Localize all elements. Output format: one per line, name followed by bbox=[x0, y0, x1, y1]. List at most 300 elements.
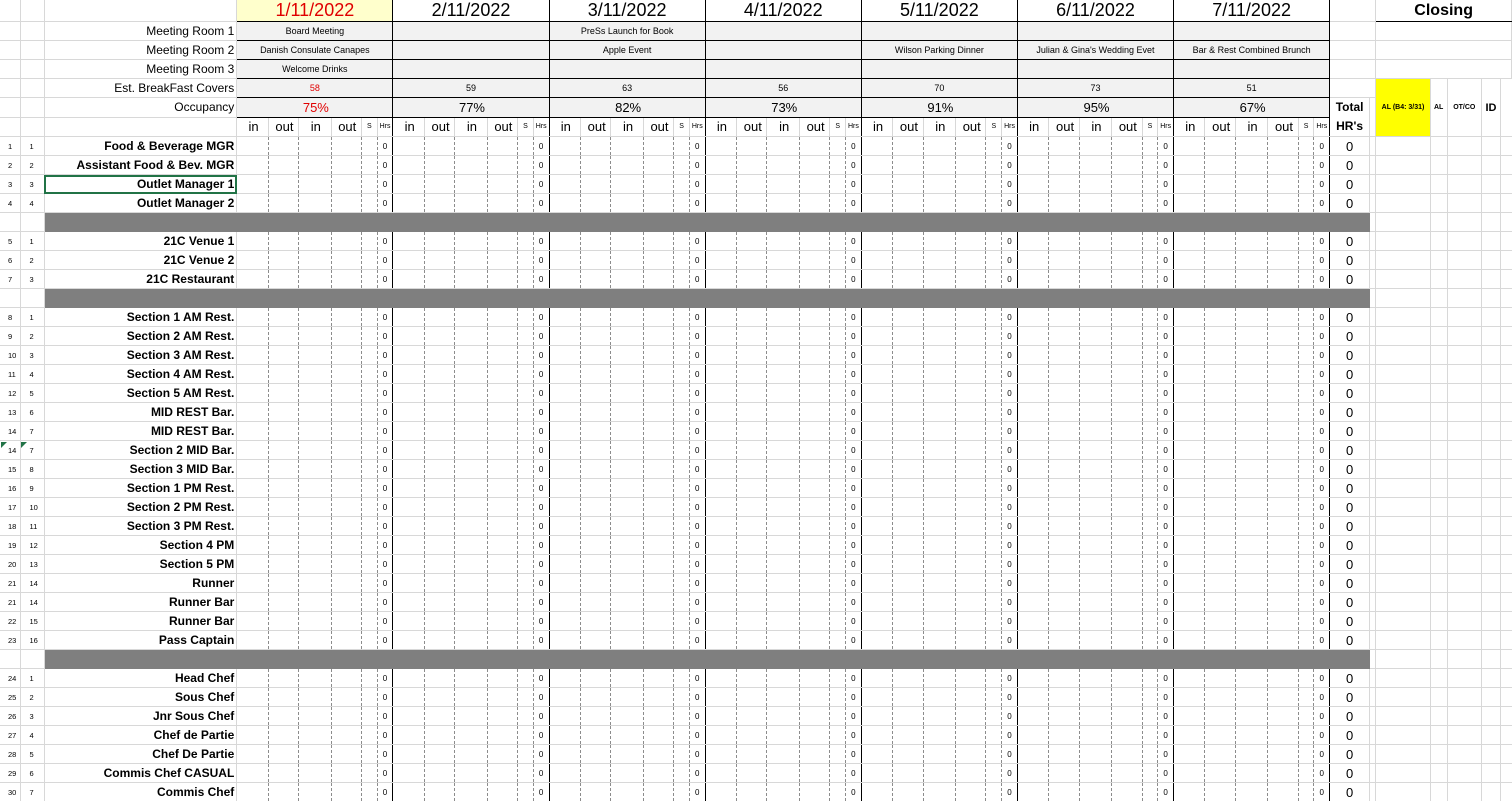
closing-cell[interactable] bbox=[1430, 175, 1447, 194]
out-cell[interactable] bbox=[956, 707, 986, 726]
in-cell[interactable] bbox=[705, 460, 736, 479]
hours-cell[interactable]: 0 bbox=[1314, 479, 1330, 498]
in-cell[interactable] bbox=[549, 517, 580, 536]
out-cell[interactable] bbox=[893, 384, 923, 403]
closing-cell[interactable] bbox=[1447, 783, 1482, 801]
out-cell[interactable] bbox=[1049, 175, 1079, 194]
in-cell[interactable] bbox=[705, 783, 736, 801]
out-cell[interactable] bbox=[799, 441, 829, 460]
closing-cell[interactable] bbox=[1430, 156, 1447, 175]
split-cell[interactable] bbox=[986, 669, 1002, 688]
hours-cell[interactable]: 0 bbox=[377, 688, 393, 707]
out-cell[interactable] bbox=[799, 688, 829, 707]
hours-cell[interactable]: 0 bbox=[1314, 384, 1330, 403]
in-cell[interactable] bbox=[1079, 707, 1111, 726]
hours-cell[interactable]: 0 bbox=[377, 308, 393, 327]
hours-cell[interactable]: 0 bbox=[846, 232, 862, 251]
out-cell[interactable] bbox=[1268, 232, 1298, 251]
out-cell[interactable] bbox=[331, 783, 361, 801]
out-cell[interactable] bbox=[1268, 251, 1298, 270]
out-cell[interactable] bbox=[487, 441, 517, 460]
in-cell[interactable] bbox=[455, 441, 487, 460]
out-cell[interactable] bbox=[956, 365, 986, 384]
out-cell[interactable] bbox=[580, 194, 610, 213]
in-cell[interactable] bbox=[705, 232, 736, 251]
out-cell[interactable] bbox=[956, 156, 986, 175]
out-cell[interactable] bbox=[580, 441, 610, 460]
hours-cell[interactable]: 0 bbox=[377, 612, 393, 631]
out-cell[interactable] bbox=[893, 156, 923, 175]
closing-cell[interactable] bbox=[1376, 555, 1430, 574]
in-cell[interactable] bbox=[861, 251, 892, 270]
in-cell[interactable] bbox=[1235, 593, 1267, 612]
closing-cell[interactable] bbox=[1430, 137, 1447, 156]
total-hours-cell[interactable]: 0 bbox=[1330, 783, 1370, 801]
out-cell[interactable] bbox=[1112, 403, 1142, 422]
in-cell[interactable] bbox=[1079, 384, 1111, 403]
closing-cell[interactable] bbox=[1376, 764, 1430, 783]
hours-cell[interactable]: 0 bbox=[1158, 574, 1174, 593]
hours-cell[interactable]: 0 bbox=[1002, 194, 1018, 213]
out-cell[interactable] bbox=[268, 688, 298, 707]
hours-cell[interactable]: 0 bbox=[1158, 384, 1174, 403]
split-cell[interactable] bbox=[830, 631, 846, 650]
in-cell[interactable] bbox=[299, 498, 331, 517]
out-cell[interactable] bbox=[799, 251, 829, 270]
split-cell[interactable] bbox=[674, 783, 690, 801]
out-cell[interactable] bbox=[424, 137, 454, 156]
closing-cell[interactable] bbox=[1447, 555, 1482, 574]
out-cell[interactable] bbox=[487, 707, 517, 726]
in-cell[interactable] bbox=[923, 593, 955, 612]
out-cell[interactable] bbox=[1049, 137, 1079, 156]
split-cell[interactable] bbox=[674, 346, 690, 365]
closing-cell[interactable] bbox=[1376, 270, 1430, 289]
hours-cell[interactable]: 0 bbox=[533, 517, 549, 536]
in-cell[interactable] bbox=[705, 517, 736, 536]
in-cell[interactable] bbox=[549, 707, 580, 726]
out-cell[interactable] bbox=[1049, 726, 1079, 745]
out-cell[interactable] bbox=[1205, 574, 1235, 593]
closing-cell[interactable] bbox=[1376, 308, 1430, 327]
hours-cell[interactable]: 0 bbox=[1314, 441, 1330, 460]
blank-cell[interactable] bbox=[1500, 593, 1511, 612]
out-cell[interactable] bbox=[487, 175, 517, 194]
in-cell[interactable] bbox=[1017, 574, 1048, 593]
in-cell[interactable] bbox=[611, 555, 643, 574]
closing-cell[interactable] bbox=[1430, 707, 1447, 726]
comment-indicator-icon[interactable] bbox=[21, 442, 27, 448]
hours-cell[interactable]: 0 bbox=[1002, 498, 1018, 517]
hours-cell[interactable]: 0 bbox=[533, 612, 549, 631]
in-cell[interactable] bbox=[611, 251, 643, 270]
closing-cell[interactable] bbox=[1430, 669, 1447, 688]
in-cell[interactable] bbox=[299, 745, 331, 764]
split-cell[interactable] bbox=[1298, 536, 1314, 555]
out-cell[interactable] bbox=[331, 384, 361, 403]
split-cell[interactable] bbox=[830, 612, 846, 631]
closing-cell[interactable] bbox=[1376, 745, 1430, 764]
closing-cell[interactable] bbox=[1430, 726, 1447, 745]
out-cell[interactable] bbox=[1049, 308, 1079, 327]
out-cell[interactable] bbox=[799, 479, 829, 498]
in-cell[interactable] bbox=[705, 251, 736, 270]
out-cell[interactable] bbox=[643, 574, 673, 593]
split-cell[interactable] bbox=[986, 593, 1002, 612]
hours-cell[interactable]: 0 bbox=[846, 460, 862, 479]
split-cell[interactable] bbox=[830, 593, 846, 612]
in-cell[interactable] bbox=[1079, 498, 1111, 517]
in-cell[interactable] bbox=[767, 707, 799, 726]
in-cell[interactable] bbox=[923, 536, 955, 555]
in-cell[interactable] bbox=[611, 726, 643, 745]
split-cell[interactable] bbox=[1142, 137, 1158, 156]
total-hours-cell[interactable]: 0 bbox=[1330, 156, 1370, 175]
split-cell[interactable] bbox=[1142, 612, 1158, 631]
in-cell[interactable] bbox=[393, 460, 424, 479]
split-cell[interactable] bbox=[1142, 574, 1158, 593]
closing-cell[interactable] bbox=[1430, 194, 1447, 213]
in-cell[interactable] bbox=[237, 688, 268, 707]
out-cell[interactable] bbox=[643, 707, 673, 726]
blank-cell[interactable] bbox=[1500, 365, 1511, 384]
hours-cell[interactable]: 0 bbox=[846, 156, 862, 175]
in-cell[interactable] bbox=[549, 137, 580, 156]
blank-cell[interactable] bbox=[1500, 631, 1511, 650]
in-cell[interactable] bbox=[299, 783, 331, 801]
in-cell[interactable] bbox=[923, 346, 955, 365]
hours-cell[interactable]: 0 bbox=[533, 479, 549, 498]
hours-cell[interactable]: 0 bbox=[1158, 232, 1174, 251]
out-cell[interactable] bbox=[1268, 137, 1298, 156]
hours-cell[interactable]: 0 bbox=[689, 707, 705, 726]
in-cell[interactable] bbox=[705, 422, 736, 441]
blank-cell[interactable] bbox=[1500, 289, 1511, 308]
hours-cell[interactable]: 0 bbox=[533, 194, 549, 213]
in-cell[interactable] bbox=[1174, 232, 1205, 251]
in-cell[interactable] bbox=[861, 422, 892, 441]
corner-cell[interactable] bbox=[0, 0, 21, 22]
in-cell[interactable] bbox=[923, 327, 955, 346]
out-cell[interactable] bbox=[1049, 707, 1079, 726]
in-cell[interactable] bbox=[1235, 536, 1267, 555]
closing-cell[interactable] bbox=[1376, 479, 1430, 498]
hours-cell[interactable]: 0 bbox=[1314, 707, 1330, 726]
in-cell[interactable] bbox=[705, 536, 736, 555]
hours-cell[interactable]: 0 bbox=[533, 403, 549, 422]
closing-cell[interactable] bbox=[1447, 441, 1482, 460]
closing-cell[interactable] bbox=[1430, 213, 1447, 232]
closing-cell[interactable] bbox=[1447, 327, 1482, 346]
in-cell[interactable] bbox=[611, 403, 643, 422]
out-cell[interactable] bbox=[1268, 270, 1298, 289]
closing-cell[interactable] bbox=[1447, 479, 1482, 498]
split-cell[interactable] bbox=[986, 460, 1002, 479]
hours-cell[interactable]: 0 bbox=[689, 498, 705, 517]
closing-cell[interactable] bbox=[1482, 536, 1501, 555]
hours-cell[interactable]: 0 bbox=[846, 384, 862, 403]
in-cell[interactable] bbox=[705, 308, 736, 327]
split-cell[interactable] bbox=[1298, 346, 1314, 365]
closing-cell[interactable] bbox=[1376, 536, 1430, 555]
hours-cell[interactable]: 0 bbox=[846, 270, 862, 289]
split-cell[interactable] bbox=[361, 498, 377, 517]
hours-cell[interactable]: 0 bbox=[1158, 631, 1174, 650]
out-cell[interactable] bbox=[737, 707, 767, 726]
hours-cell[interactable]: 0 bbox=[846, 365, 862, 384]
out-cell[interactable] bbox=[424, 232, 454, 251]
out-cell[interactable] bbox=[487, 783, 517, 801]
in-cell[interactable] bbox=[1017, 612, 1048, 631]
in-cell[interactable] bbox=[1017, 631, 1048, 650]
in-cell[interactable] bbox=[455, 707, 487, 726]
blank-cell[interactable] bbox=[1500, 79, 1511, 137]
hours-cell[interactable]: 0 bbox=[1002, 707, 1018, 726]
hours-cell[interactable]: 0 bbox=[1002, 764, 1018, 783]
in-cell[interactable] bbox=[1174, 707, 1205, 726]
split-cell[interactable] bbox=[674, 479, 690, 498]
split-cell[interactable] bbox=[674, 327, 690, 346]
out-cell[interactable] bbox=[737, 384, 767, 403]
out-cell[interactable] bbox=[580, 593, 610, 612]
meeting-room-event[interactable]: PreSs Launch for Book bbox=[549, 22, 705, 41]
out-cell[interactable] bbox=[487, 403, 517, 422]
row-number[interactable] bbox=[21, 60, 44, 79]
in-cell[interactable] bbox=[549, 593, 580, 612]
hours-cell[interactable]: 0 bbox=[1314, 137, 1330, 156]
in-cell[interactable] bbox=[1174, 137, 1205, 156]
blank-cell[interactable] bbox=[1500, 517, 1511, 536]
out-cell[interactable] bbox=[893, 517, 923, 536]
closing-cell[interactable] bbox=[1447, 422, 1482, 441]
out-cell[interactable] bbox=[893, 137, 923, 156]
split-cell[interactable] bbox=[1298, 669, 1314, 688]
in-cell[interactable] bbox=[299, 688, 331, 707]
closing-cell[interactable] bbox=[1376, 650, 1430, 669]
in-cell[interactable] bbox=[1235, 365, 1267, 384]
hours-cell[interactable]: 0 bbox=[1158, 308, 1174, 327]
hours-cell[interactable]: 0 bbox=[846, 194, 862, 213]
split-cell[interactable] bbox=[830, 669, 846, 688]
split-cell[interactable] bbox=[361, 783, 377, 801]
out-cell[interactable] bbox=[893, 194, 923, 213]
hours-cell[interactable]: 0 bbox=[846, 422, 862, 441]
out-cell[interactable] bbox=[956, 194, 986, 213]
out-cell[interactable] bbox=[268, 441, 298, 460]
hours-cell[interactable]: 0 bbox=[846, 308, 862, 327]
closing-cell[interactable] bbox=[1447, 669, 1482, 688]
out-cell[interactable] bbox=[956, 460, 986, 479]
in-cell[interactable] bbox=[549, 346, 580, 365]
in-cell[interactable] bbox=[923, 783, 955, 801]
hours-cell[interactable]: 0 bbox=[689, 460, 705, 479]
out-cell[interactable] bbox=[1205, 460, 1235, 479]
in-cell[interactable] bbox=[393, 137, 424, 156]
closing-cell[interactable] bbox=[1447, 650, 1482, 669]
in-cell[interactable] bbox=[705, 327, 736, 346]
out-cell[interactable] bbox=[424, 707, 454, 726]
in-cell[interactable] bbox=[611, 574, 643, 593]
closing-cell[interactable] bbox=[1482, 213, 1501, 232]
hours-cell[interactable]: 0 bbox=[533, 707, 549, 726]
split-cell[interactable] bbox=[1298, 441, 1314, 460]
hours-cell[interactable]: 0 bbox=[377, 707, 393, 726]
in-cell[interactable] bbox=[923, 707, 955, 726]
split-cell[interactable] bbox=[361, 232, 377, 251]
in-cell[interactable] bbox=[1235, 764, 1267, 783]
split-cell[interactable] bbox=[361, 593, 377, 612]
out-cell[interactable] bbox=[737, 479, 767, 498]
in-cell[interactable] bbox=[237, 137, 268, 156]
corner-cell[interactable] bbox=[44, 0, 237, 22]
out-cell[interactable] bbox=[1049, 327, 1079, 346]
out-cell[interactable] bbox=[799, 612, 829, 631]
in-cell[interactable] bbox=[1235, 384, 1267, 403]
in-cell[interactable] bbox=[549, 327, 580, 346]
out-cell[interactable] bbox=[956, 745, 986, 764]
out-cell[interactable] bbox=[487, 574, 517, 593]
hours-cell[interactable]: 0 bbox=[533, 536, 549, 555]
hours-cell[interactable]: 0 bbox=[689, 517, 705, 536]
out-cell[interactable] bbox=[1112, 498, 1142, 517]
closing-cell[interactable] bbox=[1447, 251, 1482, 270]
in-cell[interactable] bbox=[1079, 783, 1111, 801]
out-cell[interactable] bbox=[737, 460, 767, 479]
split-cell[interactable] bbox=[1298, 688, 1314, 707]
meeting-room-event[interactable]: Danish Consulate Canapes bbox=[237, 41, 393, 60]
in-cell[interactable] bbox=[767, 403, 799, 422]
in-cell[interactable] bbox=[1174, 327, 1205, 346]
total-hours-cell[interactable]: 0 bbox=[1330, 460, 1370, 479]
in-cell[interactable] bbox=[1017, 384, 1048, 403]
in-cell[interactable] bbox=[923, 365, 955, 384]
out-cell[interactable] bbox=[331, 346, 361, 365]
split-cell[interactable] bbox=[986, 745, 1002, 764]
in-cell[interactable] bbox=[861, 460, 892, 479]
out-cell[interactable] bbox=[956, 441, 986, 460]
in-cell[interactable] bbox=[611, 346, 643, 365]
hours-cell[interactable]: 0 bbox=[533, 574, 549, 593]
in-cell[interactable] bbox=[549, 574, 580, 593]
hours-cell[interactable]: 0 bbox=[846, 612, 862, 631]
split-cell[interactable] bbox=[361, 137, 377, 156]
in-cell[interactable] bbox=[861, 137, 892, 156]
closing-cell[interactable] bbox=[1376, 346, 1430, 365]
in-cell[interactable] bbox=[611, 688, 643, 707]
split-cell[interactable] bbox=[674, 764, 690, 783]
in-cell[interactable] bbox=[923, 574, 955, 593]
in-cell[interactable] bbox=[861, 156, 892, 175]
split-cell[interactable] bbox=[1298, 593, 1314, 612]
hours-cell[interactable]: 0 bbox=[846, 498, 862, 517]
in-cell[interactable] bbox=[861, 175, 892, 194]
closing-cell[interactable] bbox=[1376, 593, 1430, 612]
out-cell[interactable] bbox=[799, 194, 829, 213]
in-cell[interactable] bbox=[1235, 498, 1267, 517]
in-cell[interactable] bbox=[705, 764, 736, 783]
hours-cell[interactable]: 0 bbox=[533, 726, 549, 745]
in-cell[interactable] bbox=[299, 726, 331, 745]
out-cell[interactable] bbox=[1268, 346, 1298, 365]
in-cell[interactable] bbox=[237, 783, 268, 801]
split-cell[interactable] bbox=[830, 327, 846, 346]
closing-cell[interactable] bbox=[1376, 612, 1430, 631]
in-cell[interactable] bbox=[1235, 327, 1267, 346]
closing-cell[interactable] bbox=[1430, 574, 1447, 593]
out-cell[interactable] bbox=[956, 593, 986, 612]
covers-value[interactable]: 56 bbox=[705, 79, 861, 98]
split-cell[interactable] bbox=[1298, 555, 1314, 574]
out-cell[interactable] bbox=[643, 460, 673, 479]
out-cell[interactable] bbox=[424, 612, 454, 631]
in-cell[interactable] bbox=[1235, 574, 1267, 593]
out-cell[interactable] bbox=[331, 308, 361, 327]
in-cell[interactable] bbox=[549, 441, 580, 460]
out-cell[interactable] bbox=[487, 460, 517, 479]
in-cell[interactable] bbox=[1174, 574, 1205, 593]
out-cell[interactable] bbox=[487, 745, 517, 764]
out-cell[interactable] bbox=[1112, 270, 1142, 289]
out-cell[interactable] bbox=[268, 612, 298, 631]
out-cell[interactable] bbox=[1268, 574, 1298, 593]
closing-cell[interactable] bbox=[1430, 517, 1447, 536]
in-cell[interactable] bbox=[549, 156, 580, 175]
split-cell[interactable] bbox=[361, 726, 377, 745]
in-cell[interactable] bbox=[237, 232, 268, 251]
out-cell[interactable] bbox=[1112, 251, 1142, 270]
hours-cell[interactable]: 0 bbox=[846, 479, 862, 498]
in-cell[interactable] bbox=[299, 137, 331, 156]
out-cell[interactable] bbox=[487, 137, 517, 156]
out-cell[interactable] bbox=[1205, 707, 1235, 726]
closing-cell[interactable] bbox=[1430, 346, 1447, 365]
hours-cell[interactable]: 0 bbox=[1002, 669, 1018, 688]
out-cell[interactable] bbox=[331, 365, 361, 384]
out-cell[interactable] bbox=[956, 555, 986, 574]
in-cell[interactable] bbox=[1017, 346, 1048, 365]
total-hours-cell[interactable]: 0 bbox=[1330, 384, 1370, 403]
out-cell[interactable] bbox=[424, 251, 454, 270]
in-cell[interactable] bbox=[1017, 593, 1048, 612]
out-cell[interactable] bbox=[424, 783, 454, 801]
in-cell[interactable] bbox=[299, 194, 331, 213]
closing-cell[interactable] bbox=[1482, 441, 1501, 460]
closing-cell[interactable] bbox=[1447, 536, 1482, 555]
out-cell[interactable] bbox=[1205, 327, 1235, 346]
in-cell[interactable] bbox=[1017, 270, 1048, 289]
split-cell[interactable] bbox=[518, 346, 534, 365]
in-cell[interactable] bbox=[611, 783, 643, 801]
in-cell[interactable] bbox=[1174, 346, 1205, 365]
hours-cell[interactable]: 0 bbox=[377, 346, 393, 365]
in-cell[interactable] bbox=[549, 669, 580, 688]
closing-cell[interactable] bbox=[1376, 289, 1430, 308]
hours-cell[interactable]: 0 bbox=[1158, 251, 1174, 270]
out-cell[interactable] bbox=[956, 308, 986, 327]
out-cell[interactable] bbox=[268, 137, 298, 156]
split-cell[interactable] bbox=[1298, 726, 1314, 745]
in-cell[interactable] bbox=[767, 688, 799, 707]
out-cell[interactable] bbox=[487, 384, 517, 403]
out-cell[interactable] bbox=[799, 726, 829, 745]
closing-cell[interactable] bbox=[1376, 726, 1430, 745]
in-cell[interactable] bbox=[705, 574, 736, 593]
row-number[interactable] bbox=[21, 213, 44, 232]
out-cell[interactable] bbox=[643, 156, 673, 175]
split-cell[interactable] bbox=[830, 365, 846, 384]
out-cell[interactable] bbox=[1112, 137, 1142, 156]
out-cell[interactable] bbox=[643, 365, 673, 384]
